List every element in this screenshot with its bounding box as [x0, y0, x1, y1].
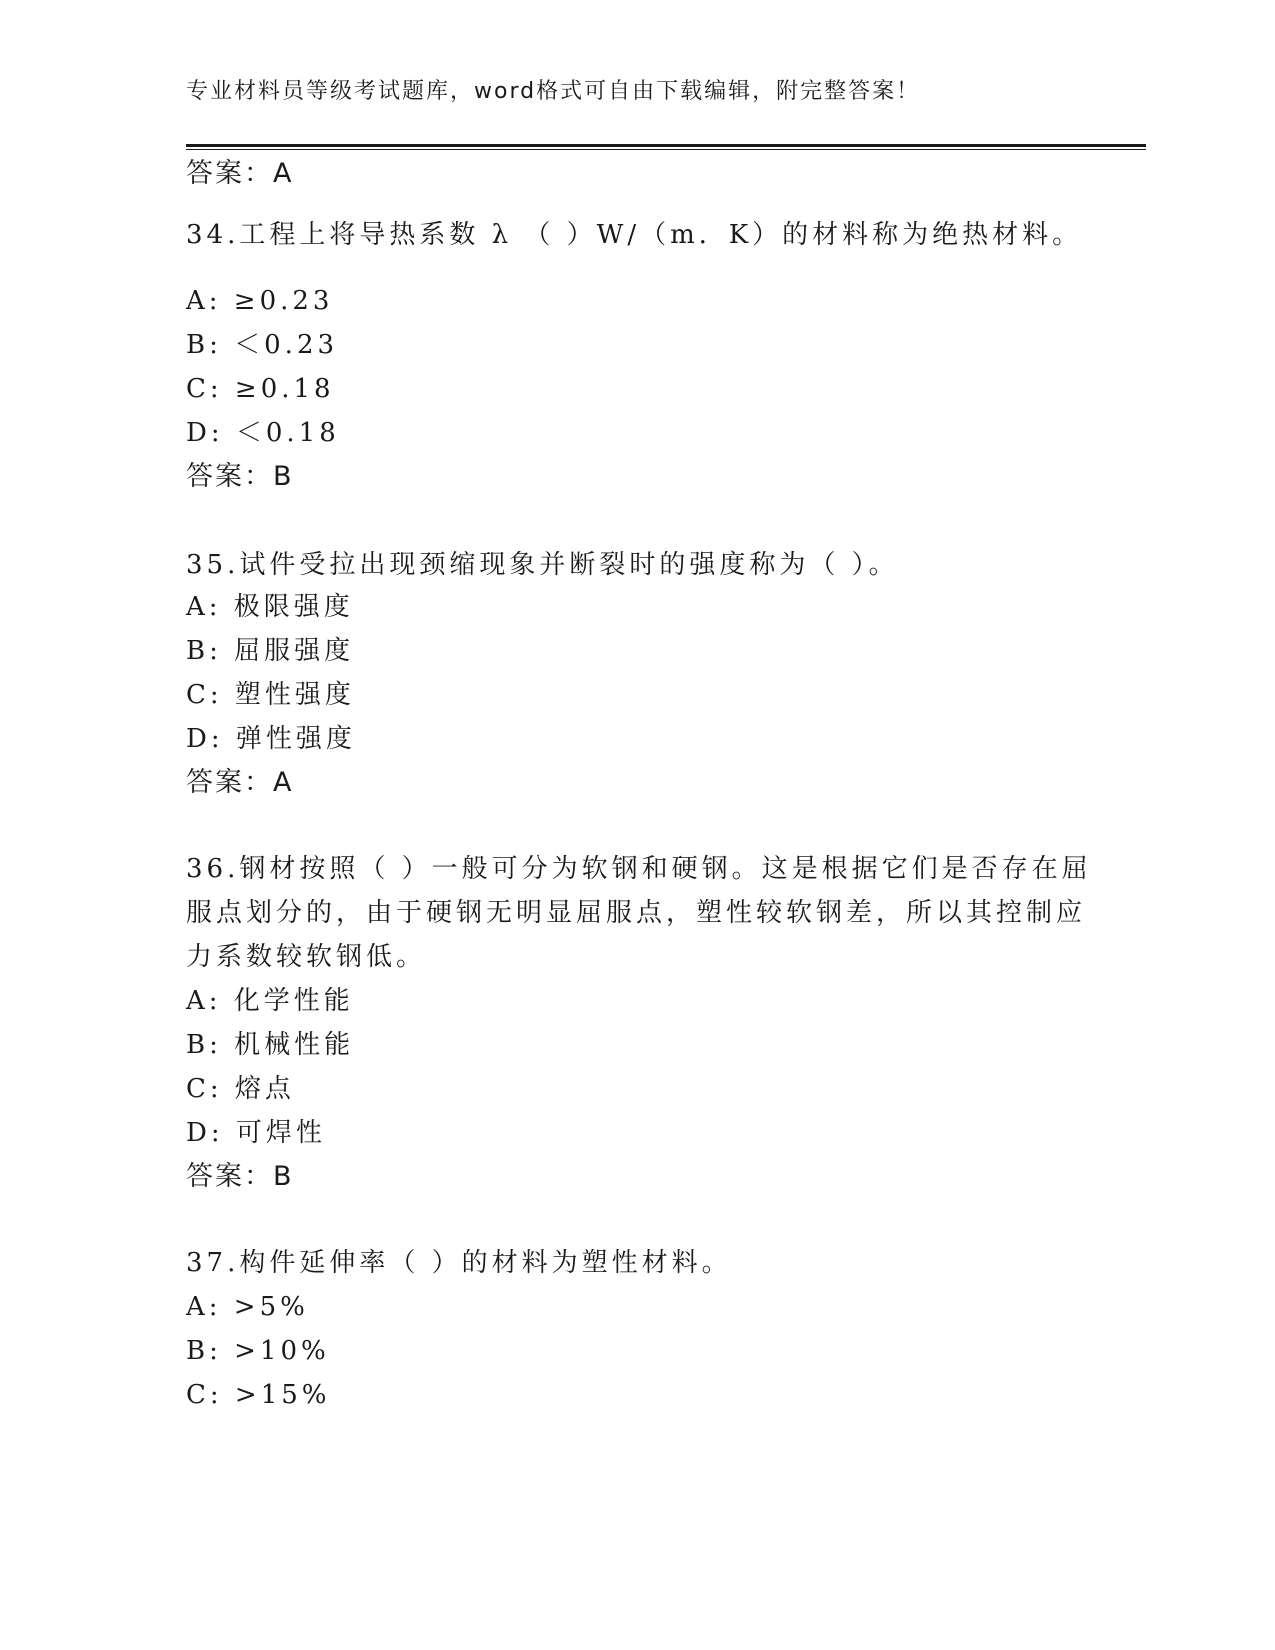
- answer-35: 答案：A: [186, 767, 294, 798]
- question-34-option-b: B: ＜0.23: [186, 330, 339, 360]
- question-34-option-d: D: ＜0.18: [186, 418, 340, 448]
- question-34-option-c: C: ≥0.18: [186, 374, 335, 404]
- answer-36: 答案：B: [186, 1161, 294, 1192]
- question-36-stem-line-2: 服点划分的，由于硬钢无明显屈服点，塑性较软钢差，所以其控制应: [186, 898, 1087, 928]
- page-header-text: 专业材料员等级考试题库，word格式可自由下载编辑，附完整答案！: [186, 79, 921, 104]
- answer-33: 答案：A: [186, 158, 294, 189]
- question-34-stem: 34.工程上将导热系数 λ （ ）W/（m．K）的材料称为绝热材料。: [186, 220, 1083, 250]
- question-36-option-a: A: 化学性能: [186, 986, 354, 1016]
- question-36-option-b: B: 机械性能: [186, 1030, 355, 1060]
- header-rule-thin: [186, 149, 1146, 150]
- question-35-option-c: C: 塑性强度: [186, 680, 355, 710]
- question-36-option-c: C: 熔点: [186, 1074, 295, 1104]
- question-35-option-a: A: 极限强度: [186, 592, 354, 622]
- question-36-option-d: D: 可焊性: [186, 1118, 326, 1148]
- question-34-option-a: A: ≥0.23: [186, 286, 334, 316]
- answer-34: 答案：B: [186, 461, 294, 492]
- question-37-option-a: A: >5%: [186, 1292, 309, 1322]
- question-37-option-c: C: >15%: [186, 1380, 331, 1410]
- question-35-stem: 35.试件受拉出现颈缩现象并断裂时的强度称为（ ）。: [186, 550, 899, 580]
- question-36-stem-line-3: 力系数较软钢低。: [186, 942, 427, 972]
- question-37-option-b: B: >10%: [186, 1336, 330, 1366]
- question-37-stem: 37.构件延伸率（ ）的材料为塑性材料。: [186, 1248, 732, 1278]
- question-35-option-b: B: 屈服强度: [186, 636, 355, 666]
- question-36-stem-line-1: 36.钢材按照（ ）一般可分为软钢和硬钢。这是根据它们是否存在屈: [186, 854, 1092, 884]
- question-35-option-d: D: 弹性强度: [186, 724, 356, 754]
- header-rule-thick: [186, 144, 1146, 147]
